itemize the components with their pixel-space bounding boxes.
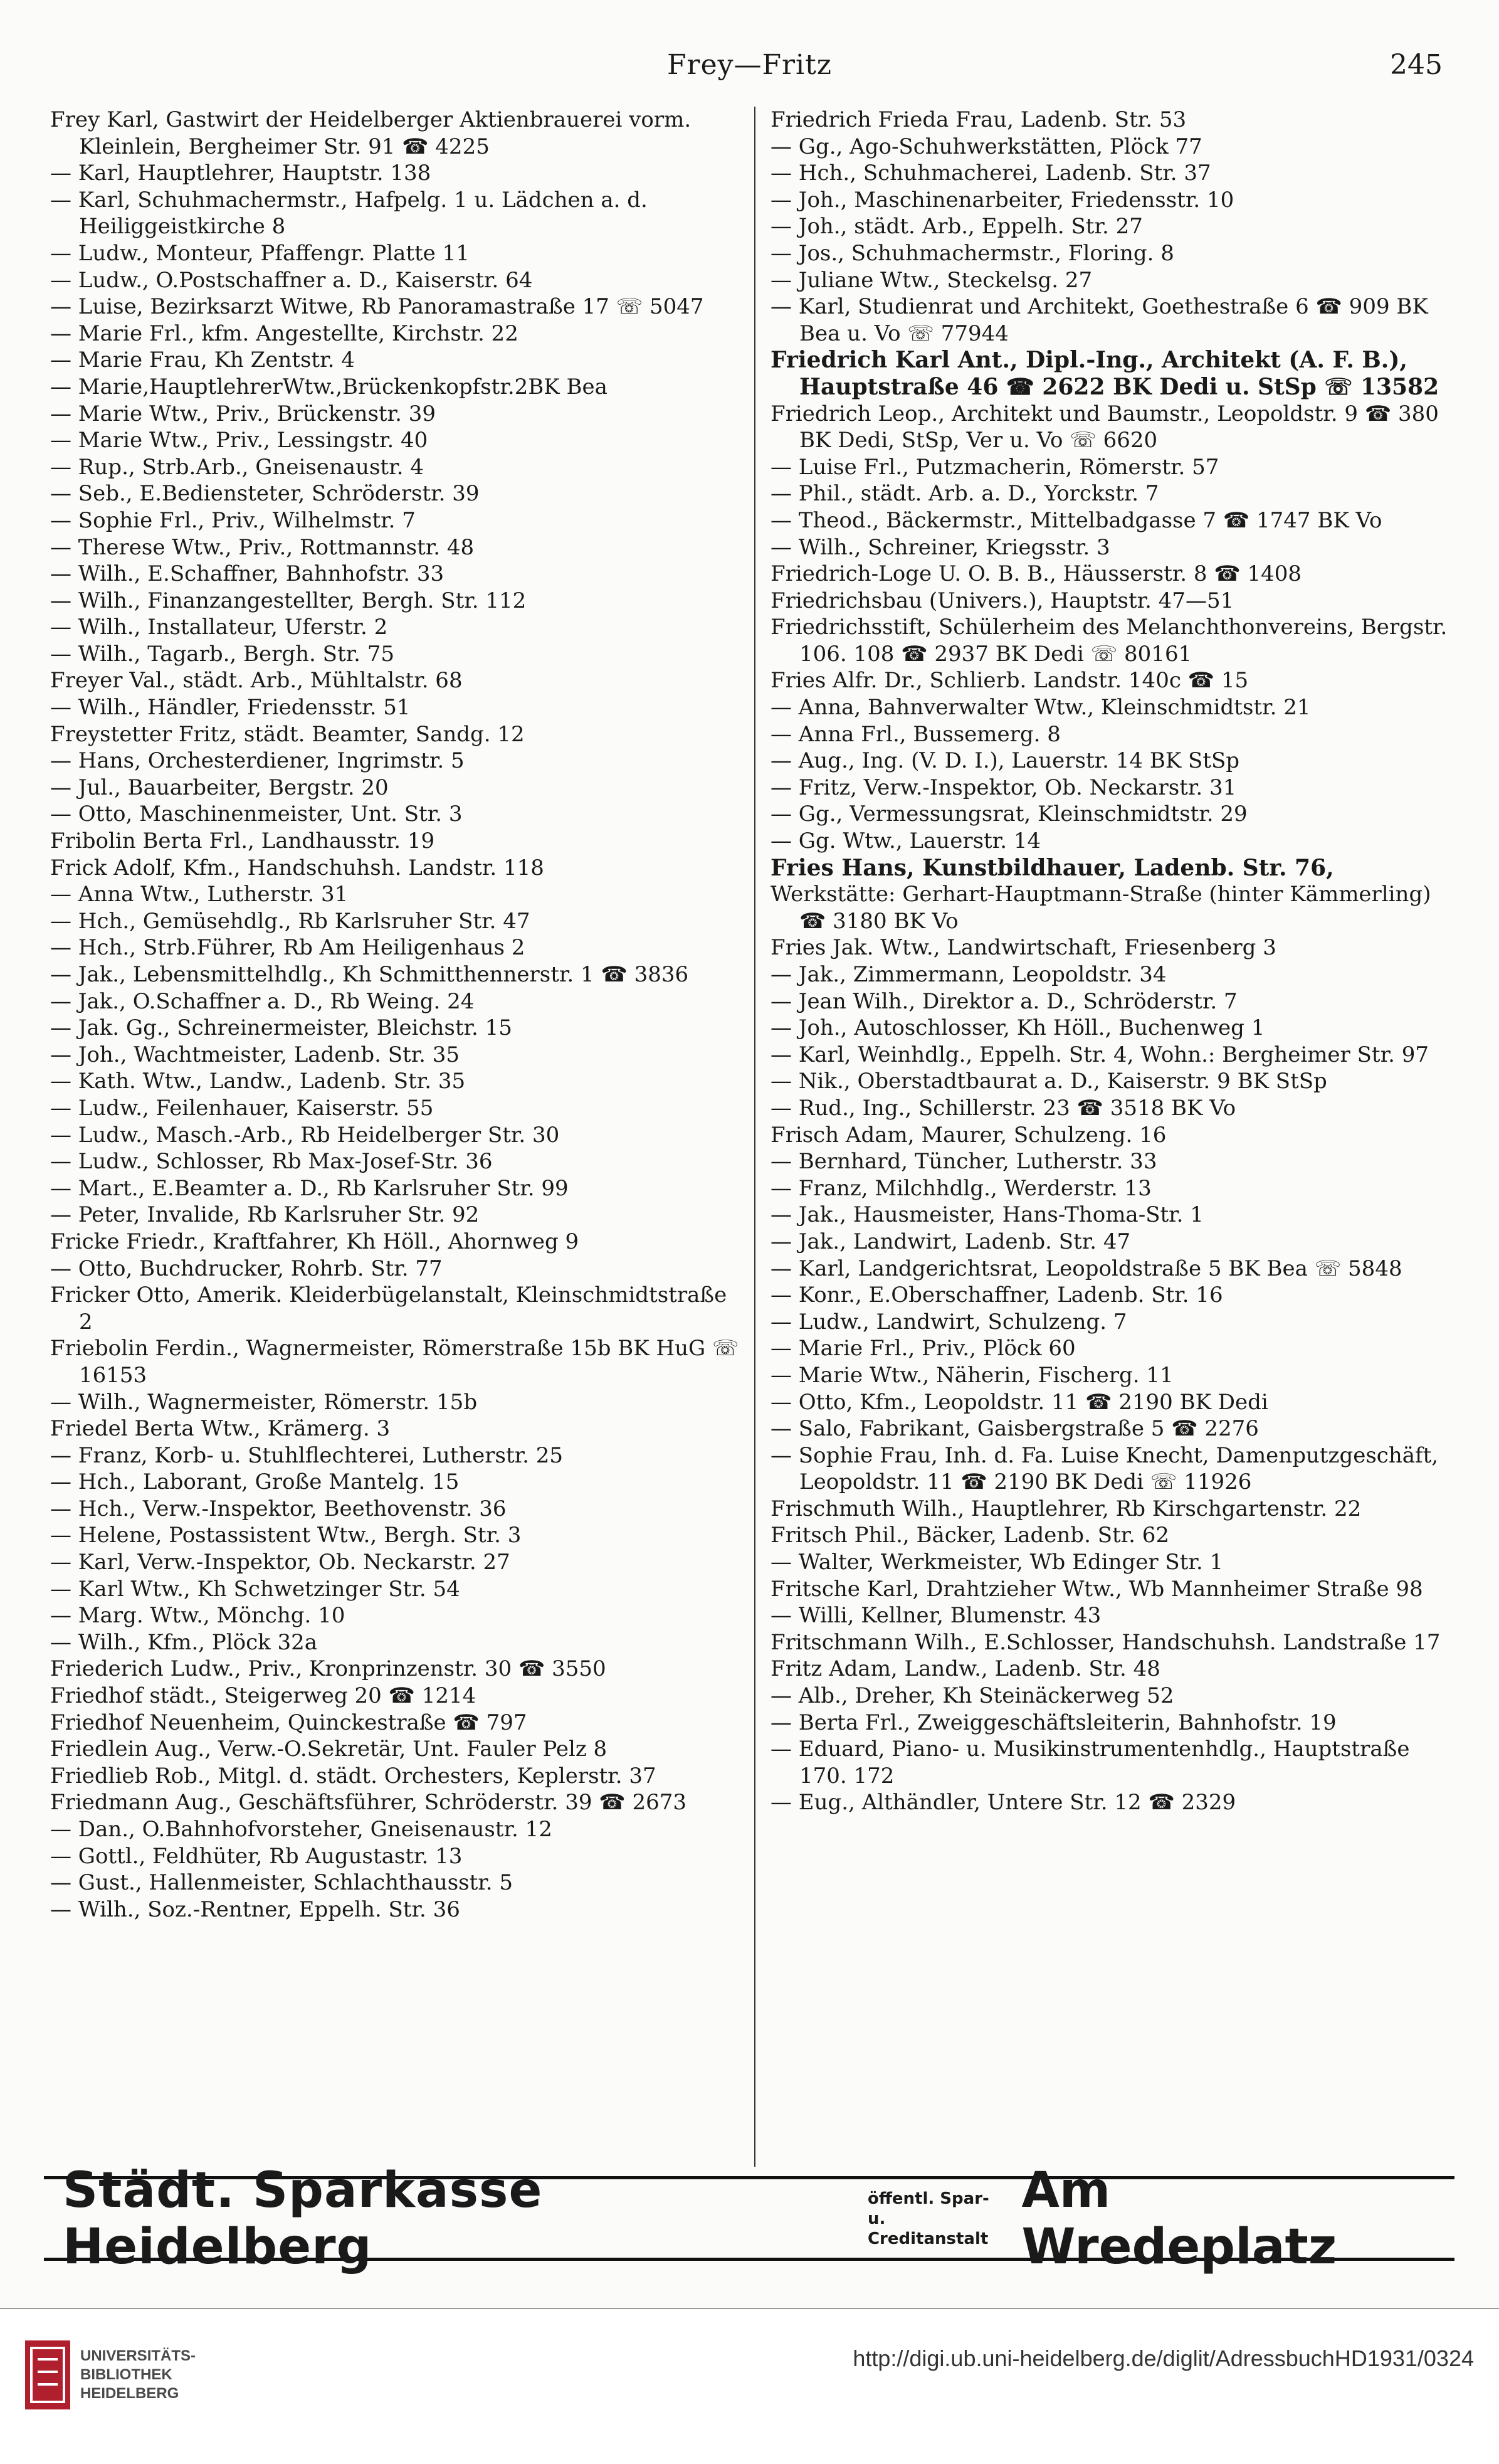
directory-entry: — Jak., Landwirt, Ladenb. Str. 47 [771, 1229, 1131, 1254]
directory-entry: — Rud., Ing., Schillerstr. 23 ☎ 3518 BK Vo [771, 1095, 1236, 1121]
logo-line-1: UNIVERSITÄTS- [80, 2347, 196, 2364]
directory-entry: — Jos., Schuhmachermstr., Floring. 8 [771, 240, 1174, 266]
directory-entry: — Fritz, Verw.-Inspektor, Ob. Neckarstr. 31 [771, 775, 1237, 800]
directory-entry: — Wilh., Soz.-Rentner, Eppelh. Str. 36 [50, 1896, 460, 1922]
directory-entry: Fritsche Karl, Drahtzieher Wtw., Wb Mannheimer Straße 98 [771, 1576, 1423, 1602]
directory-entry: — Kath. Wtw., Landw., Ladenb. Str. 35 [50, 1069, 466, 1094]
directory-entry: — Jak., O.Schaffner a. D., Rb Weing. 24 [50, 988, 475, 1014]
directory-entry: — Eug., Althändler, Untere Str. 12 ☎ 2329 [771, 1790, 1236, 1816]
directory-entry: Frisch Adam, Maurer, Schulzeng. 16 [771, 1122, 1167, 1148]
directory-entry: Friedmann Aug., Geschäftsführer, Schröderstr. 39 ☎ 2673 [50, 1790, 686, 1816]
directory-entry: — Karl, Schuhmachermstr., Hafpelg. 1 u. Lädchen a. d. Heiliggeistkirche 8 [50, 187, 648, 240]
running-title: Frey—Fritz [667, 49, 832, 81]
directory-entry: — Nik., Oberstadtbaurat a. D., Kaiserstr. 9 BK StSp [771, 1069, 1327, 1094]
directory-entry: — Gg. Wtw., Lauerstr. 14 [771, 828, 1041, 854]
directory-entry: — Hans, Orchesterdiener, Ingrimstr. 5 [50, 748, 465, 774]
directory-entry: — Karl, Weinhdlg., Eppelh. Str. 4, Wohn.: Bergheimer Str. 97 [771, 1042, 1429, 1067]
directory-entry: — Otto, Buchdrucker, Rohrb. Str. 77 [50, 1256, 443, 1281]
directory-entry: Friedlein Aug., Verw.-O.Sekretär, Unt. Fauler Pelz 8 [50, 1737, 607, 1762]
directory-entry: Werkstätte: Gerhart-Hauptmann-Straße (hinter Kämmerling) ☎ 3180 BK Vo [771, 882, 1431, 934]
directory-entry: — Otto, Maschinenmeister, Unt. Str. 3 [50, 801, 463, 827]
directory-entry: — Karl, Hauptlehrer, Hauptstr. 138 [50, 161, 431, 186]
directory-entry: — Dan., O.Bahnhofvorsteher, Gneisenaustr. 12 [50, 1817, 552, 1842]
directory-entry: Fricke Friedr., Kraftfahrer, Kh Höll., Ahornweg 9 [50, 1229, 579, 1254]
sparkasse-advertisement [44, 2162, 1454, 2275]
directory-entry: Fritsch Phil., Bäcker, Ladenb. Str. 62 [771, 1523, 1170, 1548]
directory-entry: — Jak., Zimmermann, Leopoldstr. 34 [771, 962, 1167, 987]
running-head [56, 49, 1443, 87]
university-seal-icon [25, 2340, 70, 2409]
directory-entry: Fritschmann Wilh., E.Schlosser, Handschuhsh. Landstraße 17 [771, 1629, 1441, 1655]
directory-entry: — Phil., städt. Arb. a. D., Yorckstr. 7 [771, 481, 1159, 507]
directory-entry: — Jak., Lebensmittelhdlg., Kh Schmitthennerstr. 1 ☎ 3836 [50, 962, 689, 987]
directory-entry: — Therese Wtw., Priv., Rottmannstr. 48 [50, 534, 475, 560]
directory-entry: — Hch., Strb.Führer, Rb Am Heiligenhaus 2 [50, 935, 525, 961]
directory-entry: — Otto, Kfm., Leopoldstr. 11 ☎ 2190 BK Dedi [771, 1389, 1268, 1415]
directory-entry: — Eduard, Piano- u. Musikinstrumentenhdlg., Hauptstraße 170. 172 [771, 1737, 1410, 1789]
directory-entry: — Karl, Landgerichtsrat, Leopoldstraße 5 BK Bea ☏ 5848 [771, 1256, 1402, 1281]
directory-entry: — Marg. Wtw., Mönchg. 10 [50, 1603, 345, 1629]
directory-entry: — Mart., E.Beamter a. D., Rb Karlsruher Str. 99 [50, 1175, 569, 1201]
directory-entry: — Jul., Bauarbeiter, Bergstr. 20 [50, 775, 389, 800]
directory-entry: Freyer Val., städt. Arb., Mühltalstr. 68 [50, 668, 463, 694]
directory-entry: — Franz, Milchhdlg., Werderstr. 13 [771, 1175, 1152, 1201]
directory-entry: — Joh., städt. Arb., Eppelh. Str. 27 [771, 214, 1143, 240]
directory-entry: Friedhof städt., Steigerweg 20 ☎ 1214 [50, 1683, 476, 1709]
directory-entry: Friedrich Karl Ant., Dipl.-Ing., Architekt (A. F. B.), Hauptstraße 46 ☎ 2622 BK Dedi u. StSp ☏ 13582 [771, 347, 1439, 400]
directory-entry: — Juliane Wtw., Steckelsg. 27 [771, 267, 1093, 293]
page-number: 245 [1390, 49, 1443, 81]
directory-entry: — Ludw., O.Postschaffner a. D., Kaiserstr. 64 [50, 267, 533, 293]
directory-entry: — Ludw., Feilenhauer, Kaiserstr. 55 [50, 1095, 434, 1121]
directory-entry: — Marie Wtw., Näherin, Fischerg. 11 [771, 1362, 1174, 1388]
directory-columns [50, 107, 1461, 2167]
directory-entry: — Gg., Ago-Schuhwerkstätten, Plöck 77 [771, 134, 1202, 159]
directory-entry: — Ludw., Landwirt, Schulzeng. 7 [771, 1309, 1127, 1335]
ad-subline-1: öffentl. Spar- u. [867, 2189, 989, 2228]
directory-entry: — Marie,HauptlehrerWtw.,Brückenkopfstr.2BK Bea [50, 374, 607, 399]
directory-entry: — Willi, Kellner, Blumenstr. 43 [771, 1603, 1102, 1629]
directory-entry: — Konr., E.Oberschaffner, Ladenb. Str. 16 [771, 1282, 1223, 1308]
directory-entry: Friebolin Ferdin., Wagnermeister, Römerstraße 15b BK HuG ☏ 16153 [50, 1336, 739, 1388]
library-logo[interactable] [25, 2340, 196, 2409]
directory-entry: — Franz, Korb- u. Stuhlflechterei, Lutherstr. 25 [50, 1442, 564, 1468]
footer-bar [0, 2308, 1499, 2464]
directory-entry: — Karl, Studienrat und Architekt, Goethestraße 6 ☎ 909 BK Bea u. Vo ☏ 77944 [771, 294, 1428, 346]
directory-entry: — Luise, Bezirksarzt Witwe, Rb Panoramastraße 17 ☏ 5047 [50, 294, 704, 320]
directory-entry: — Marie Wtw., Priv., Brückenstr. 39 [50, 401, 436, 426]
directory-entry: — Alb., Dreher, Kh Steinäckerweg 52 [771, 1683, 1174, 1709]
directory-entry: — Wilh., Schreiner, Kriegsstr. 3 [771, 534, 1110, 560]
directory-entry: — Luise Frl., Putzmacherin, Römerstr. 57 [771, 454, 1219, 480]
directory-entry: Friedlieb Rob., Mitgl. d. städt. Orchesters, Keplerstr. 37 [50, 1763, 656, 1789]
directory-entry: — Anna Frl., Bussemerg. 8 [771, 721, 1061, 747]
directory-entry: — Wilh., Wagnermeister, Römerstr. 15b [50, 1389, 478, 1415]
directory-entry: — Jak., Hausmeister, Hans-Thoma-Str. 1 [771, 1202, 1204, 1228]
directory-entry: — Hch., Schuhmacherei, Ladenb. Str. 37 [771, 161, 1211, 186]
directory-entry: — Ludw., Schlosser, Rb Max-Josef-Str. 36 [50, 1149, 493, 1175]
directory-entry: — Wilh., Tagarb., Bergh. Str. 75 [50, 641, 394, 667]
ad-place: Am Wredeplatz [1021, 2162, 1337, 2275]
directory-entry: — Theod., Bäckermstr., Mittelbadgasse 7 ☎ 1747 BK Vo [771, 507, 1382, 533]
directory-entry: — Wilh., Installateur, Uferstr. 2 [50, 615, 388, 640]
directory-entry: — Gust., Hallenmeister, Schlachthausstr. 5 [50, 1870, 513, 1896]
directory-entry: — Ludw., Monteur, Pfaffengr. Platte 11 [50, 240, 470, 266]
logo-line-2: BIBLIOTHEK [80, 2366, 172, 2383]
directory-entry: — Rup., Strb.Arb., Gneisenaustr. 4 [50, 454, 424, 480]
directory-entry: — Sophie Frau, Inh. d. Fa. Luise Knecht, Damenputzgeschäft, Leopoldstr. 11 ☎ 2190 BK Dedi ☏ 11926 [771, 1442, 1439, 1495]
directory-entry: — Hch., Gemüsehdlg., Rb Karlsruher Str. 47 [50, 908, 530, 934]
directory-entry: Friedrichsstift, Schülerheim des Melanchthonvereins, Bergstr. 106. 108 ☎ 2937 BK Dedi ☏ 80161 [771, 615, 1448, 667]
ad-bank-name: Städt. Sparkasse Heidelberg [63, 2162, 543, 2275]
directory-entry: — Wilh., E.Schaffner, Bahnhofstr. 33 [50, 561, 444, 587]
directory-entry: — Hch., Verw.-Inspektor, Beethovenstr. 36 [50, 1496, 507, 1521]
directory-entry: — Berta Frl., Zweiggeschäftsleiterin, Bahnhofstr. 19 [771, 1710, 1337, 1735]
directory-entry: — Aug., Ing. (V. D. I.), Lauerstr. 14 BK StSp [771, 748, 1240, 774]
directory-entry: — Hch., Laborant, Große Mantelg. 15 [50, 1469, 460, 1495]
directory-entry: Fricker Otto, Amerik. Kleiderbügelanstalt, Kleinschmidtstraße 2 [50, 1282, 727, 1335]
directory-entry: — Wilh., Finanzangestellter, Bergh. Str. 112 [50, 588, 527, 613]
directory-entry: — Ludw., Masch.-Arb., Rb Heidelberger Str. 30 [50, 1122, 560, 1148]
directory-entry: — Marie Frau, Kh Zentstr. 4 [50, 347, 355, 373]
directory-entry: — Wilh., Kfm., Plöck 32a [50, 1629, 318, 1655]
directory-entry: Fritz Adam, Landw., Ladenb. Str. 48 [771, 1656, 1160, 1682]
directory-entry: Frey Karl, Gastwirt der Heidelberger Aktienbrauerei vorm. Kleinlein, Bergheimer Str. 91 ☎ 4225 [50, 107, 692, 159]
directory-entry: — Anna Wtw., Lutherstr. 31 [50, 882, 349, 907]
directory-entry: Friedhof Neuenheim, Quinckestraße ☎ 797 [50, 1710, 527, 1735]
ad-subline [868, 2189, 1011, 2249]
directory-entry: — Peter, Invalide, Rb Karlsruher Str. 92 [50, 1202, 480, 1228]
directory-entry: Fries Alfr. Dr., Schlierb. Landstr. 140c ☎ 15 [771, 668, 1249, 694]
directory-entry: Fries Jak. Wtw., Landwirtschaft, Friesenberg 3 [771, 935, 1276, 961]
left-column [50, 107, 755, 2167]
directory-entry: Friedrichsbau (Univers.), Hauptstr. 47—51 [771, 588, 1234, 613]
directory-entry: — Bernhard, Tüncher, Lutherstr. 33 [771, 1149, 1157, 1175]
directory-entry: Friedrich Frieda Frau, Ladenb. Str. 53 [771, 107, 1187, 132]
directory-entry: Frischmuth Wilh., Hauptlehrer, Rb Kirschgartenstr. 22 [771, 1496, 1362, 1521]
logo-line-3: HEIDELBERG [80, 2385, 179, 2402]
directory-entry: — Marie Frl., kfm. Angestellte, Kirchstr. 22 [50, 320, 518, 346]
directory-entry: Friedel Berta Wtw., Krämerg. 3 [50, 1416, 391, 1442]
directory-entry: — Wilh., Händler, Friedensstr. 51 [50, 695, 411, 721]
directory-entry: — Gg., Vermessungsrat, Kleinschmidtstr. 29 [771, 801, 1248, 827]
directory-entry: — Jean Wilh., Direktor a. D., Schröderstr. 7 [771, 988, 1238, 1014]
directory-entry: — Marie Frl., Priv., Plöck 60 [771, 1336, 1076, 1362]
right-column [755, 107, 1461, 2167]
directory-entry: — Marie Wtw., Priv., Lessingstr. 40 [50, 428, 428, 453]
directory-entry: — Salo, Fabrikant, Gaisbergstraße 5 ☎ 2276 [771, 1416, 1259, 1442]
directory-entry: — Karl Wtw., Kh Schwetzinger Str. 54 [50, 1576, 460, 1602]
library-logo-text [80, 2347, 196, 2403]
directory-entry: Friederich Ludw., Priv., Kronprinzenstr. 30 ☎ 3550 [50, 1656, 606, 1682]
source-url-link[interactable]: http://digi.ub.uni-heidelberg.de/diglit/AdressbuchHD1931/0324 [853, 2345, 1474, 2371]
directory-entry: — Anna, Bahnverwalter Wtw., Kleinschmidtstr. 21 [771, 695, 1311, 721]
directory-entry: — Joh., Wachtmeister, Ladenb. Str. 35 [50, 1042, 460, 1067]
directory-entry: Frick Adolf, Kfm., Handschuhsh. Landstr. 118 [50, 855, 544, 880]
directory-entry: — Gottl., Feldhüter, Rb Augustastr. 13 [50, 1843, 463, 1869]
directory-entry: Friedrich Leop., Architekt und Baumstr., Leopoldstr. 9 ☎ 380 BK Dedi, StSp, Ver u. Vo ☏ 6620 [771, 401, 1439, 453]
directory-entry: — Joh., Autoschlosser, Kh Höll., Buchenweg 1 [771, 1015, 1265, 1041]
directory-entry: Fries Hans, Kunstbildhauer, Ladenb. Str. 76, [771, 854, 1334, 881]
directory-entry: Fribolin Berta Frl., Landhausstr. 19 [50, 828, 435, 854]
directory-entry: — Helene, Postassistent Wtw., Bergh. Str. 3 [50, 1523, 522, 1548]
directory-entry: — Seb., E.Bediensteter, Schröderstr. 39 [50, 481, 480, 507]
ad-subline-2: Creditanstalt [867, 2229, 989, 2248]
directory-entry: — Sophie Frl., Priv., Wilhelmstr. 7 [50, 507, 416, 533]
directory-entry: — Jak. Gg., Schreinermeister, Bleichstr. 15 [50, 1015, 512, 1041]
directory-entry: Friedrich-Loge U. O. B. B., Häusserstr. 8 ☎ 1408 [771, 561, 1302, 587]
directory-entry: — Karl, Verw.-Inspektor, Ob. Neckarstr. 27 [50, 1550, 510, 1575]
directory-entry: — Joh., Maschinenarbeiter, Friedensstr. 10 [771, 187, 1234, 213]
directory-entry: Freystetter Fritz, städt. Beamter, Sandg. 12 [50, 721, 525, 747]
directory-entry: — Walter, Werkmeister, Wb Edinger Str. 1 [771, 1550, 1224, 1575]
